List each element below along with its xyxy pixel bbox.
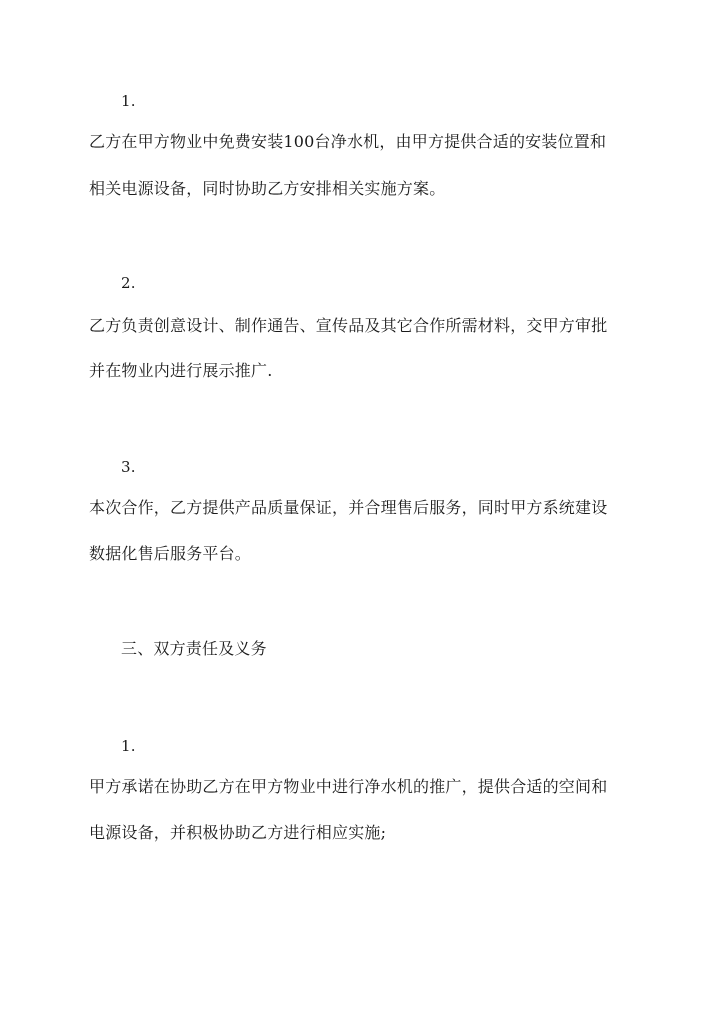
item-number: 3. xyxy=(121,458,136,476)
paragraph-line: 数据化售后服务平台。 xyxy=(89,544,252,563)
item-number: 1. xyxy=(121,92,136,110)
paragraph-line: 电源设备，并积极协助乙方进行相应实施; xyxy=(89,823,387,842)
paragraph-line: 甲方承诺在协助乙方在甲方物业中进行净水机的推广，提供合适的空间和 xyxy=(89,777,608,796)
paragraph-line: 乙方负责创意设计、制作通告、宣传品及其它合作所需材料，交甲方审批 xyxy=(89,316,608,335)
paragraph-line: 并在物业内进行展示推广. xyxy=(89,361,273,380)
paragraph-line: 乙方在甲方物业中免费安装100台净水机，由甲方提供合适的安装位置和 xyxy=(89,132,607,151)
paragraph-line: 相关电源设备，同时协助乙方安排相关实施方案。 xyxy=(89,179,446,198)
section-heading: 三、双方责任及义务 xyxy=(121,639,267,658)
paragraph-line: 本次合作，乙方提供产品质量保证，并合理售后服务，同时甲方系统建设 xyxy=(89,498,608,517)
item-number: 2. xyxy=(121,274,136,292)
item-number: 1. xyxy=(121,737,136,755)
